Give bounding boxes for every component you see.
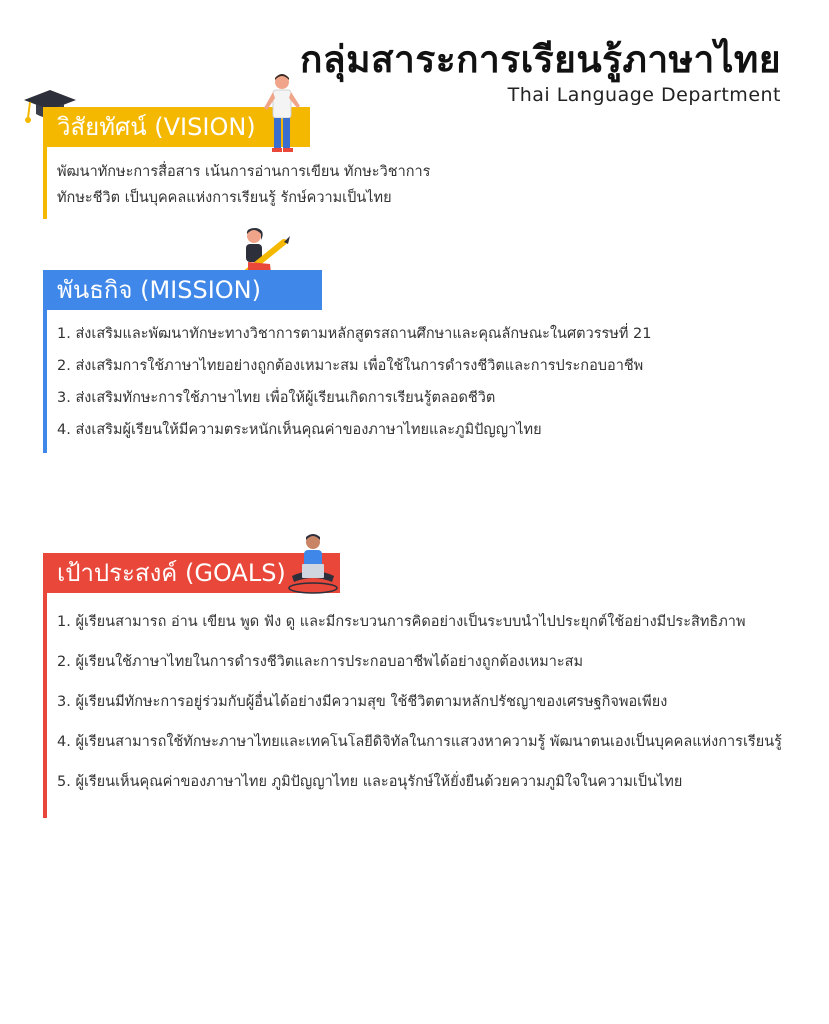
standing-person-icon — [258, 72, 306, 154]
goals-heading: เป้าประสงค์ (GOALS) — [43, 553, 340, 593]
goal-item-2: 2. ผู้เรียนใช้ภาษาไทยในการดำรงชีวิตและการประกอบอาชีพได้อย่างถูกต้องเหมาะสม — [57, 654, 584, 670]
mission-item-4: 4. ส่งเสริมผู้เรียนให้มีความตระหนักเห็นคุณค่าของภาษาไทยและภูมิปัญญาไทย — [57, 422, 542, 438]
vision-heading: วิสัยทัศน์ (VISION) — [43, 107, 310, 147]
vision-line-2: ทักษะชีวิต เป็นบุคคลแห่งการเรียนรู้ รักษ์ความเป็นไทย — [57, 190, 392, 206]
person-with-laptop-icon — [286, 532, 340, 594]
page-subtitle: Thai Language Department — [507, 84, 781, 106]
page-title: กลุ่มสาระการเรียนรู้ภาษาไทย — [300, 38, 781, 81]
mission-heading: พันธกิจ (MISSION) — [43, 270, 322, 310]
vision-line-1: พัฒนาทักษะการสื่อสาร เน้นการอ่านการเขียน ทักษะวิชาการ — [57, 164, 431, 180]
goal-item-1: 1. ผู้เรียนสามารถ อ่าน เขียน พูด ฟัง ดู และมีกระบวนการคิดอย่างเป็นระบบนำไปประยุกต์ใช้อย่างมีประสิทธิภาพ — [57, 614, 746, 630]
goal-item-3: 3. ผู้เรียนมีทักษะการอยู่ร่วมกับผู้อื่นได้อย่างมีความสุข ใช้ชีวิตตามหลักปรัชญาของเศรษฐกิจพอเพียง — [57, 694, 668, 710]
goal-item-5: 5. ผู้เรียนเห็นคุณค่าของภาษาไทย ภูมิปัญญาไทย และอนุรักษ์ให้ยั่งยืนด้วยความภูมิใจในความเป็นไทย — [57, 774, 683, 790]
mission-item-1: 1. ส่งเสริมและพัฒนาทักษะทางวิชาการตามหลักสูตรสถานศึกษาและคุณลักษณะในศตวรรษที่ 21 — [57, 326, 652, 342]
goal-item-4: 4. ผู้เรียนสามารถใช้ทักษะภาษาไทยและเทคโนโลยีดิจิทัลในการแสวงหาความรู้ พัฒนาตนเองเป็นบุคคลแห่งการเรียนรู้ — [57, 734, 782, 750]
mission-item-2: 2. ส่งเสริมการใช้ภาษาไทยอย่างถูกต้องเหมาะสม เพื่อใช้ในการดำรงชีวิตและการประกอบอาชีพ — [57, 358, 644, 374]
mission-item-3: 3. ส่งเสริมทักษะการใช้ภาษาไทย เพื่อให้ผู้เรียนเกิดการเรียนรู้ตลอดชีวิต — [57, 390, 496, 406]
